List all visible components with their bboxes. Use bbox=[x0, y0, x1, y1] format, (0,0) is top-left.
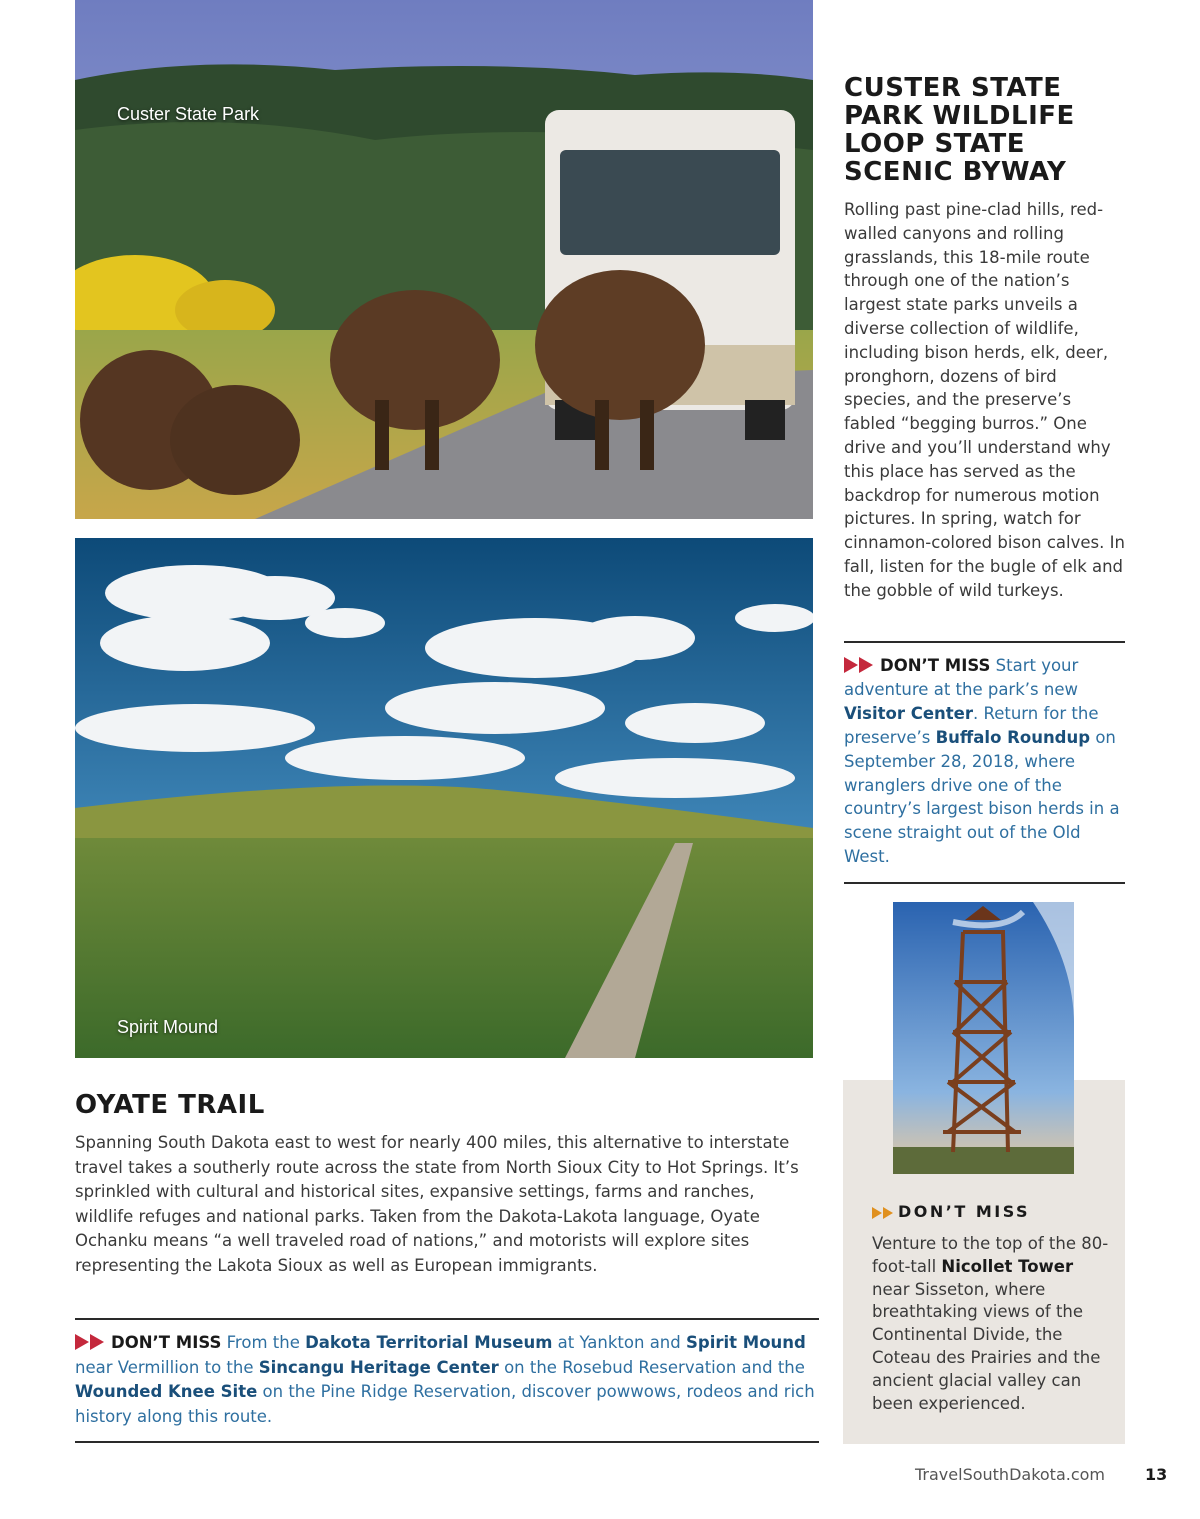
section-body: Spanning South Dakota east to west for nearly 400 miles, this alternative to interstate travel takes a southerly route across the state from North Sioux City to Hot Springs. It’s sprinkled with cultural and historical sites, expansive settings, farms and ranches, wildlife refuges and national parks. Taken from the Dakota-Lakota language, Oyate Ochanku means “a well traveled road of nations,” and motorists will explore sites representing the Lakota Sioux as well as European immigrants. bbox=[75, 1133, 799, 1275]
page-number: 13 bbox=[1145, 1465, 1168, 1484]
section-title: OYATE TRAIL bbox=[75, 1090, 265, 1120]
sidebar-text bbox=[872, 1233, 1114, 1415]
double-arrow-icon bbox=[872, 1207, 894, 1219]
callout-highlight: Spirit Mound bbox=[686, 1333, 806, 1352]
section-title: CUSTER STATE PARK WILDLIFE LOOP STATE SCENIC BYWAY bbox=[844, 73, 1075, 187]
callout-text: From the bbox=[226, 1333, 300, 1352]
callout-text: Start your adventure at the park’s new bbox=[844, 656, 1079, 699]
sidebar-dont-miss-header bbox=[872, 1202, 1030, 1221]
double-arrow-icon bbox=[844, 657, 876, 673]
divider bbox=[75, 1318, 819, 1320]
dont-miss-label: DON’T MISS bbox=[898, 1202, 1031, 1221]
callout-text: on the Pine Ridge Reservation, discover powwows, rodeos and rich history along this route. bbox=[75, 1382, 815, 1426]
dont-miss-callout bbox=[844, 654, 1126, 869]
dont-miss-label: DON’T MISS bbox=[880, 656, 991, 675]
photo-spirit-mound bbox=[75, 538, 813, 1058]
dont-miss-callout bbox=[75, 1331, 815, 1429]
callout-highlight: Buffalo Roundup bbox=[935, 727, 1091, 747]
callout-highlight: Sincangu Heritage Center bbox=[258, 1357, 499, 1377]
footer-url[interactable]: TravelSouthDakota.com bbox=[915, 1465, 1106, 1484]
section-body: Rolling past pine-clad hills, red-walled canyons and rolling grasslands, this 18-mile route through one of the nation’s largest state parks unveils a diverse collection of wildlife, including bison herds, elk, deer, pronghorn, dozens of bird species, and the preserve’s fabled “begging burros.” One drive and you’ll understand why this place has served as the backdrop for numerous motion pictures. In spring, watch for cinnamon-colored bison calves. In fall, listen for the bugle of elk and the gobble of wild turkeys. bbox=[844, 200, 1125, 600]
callout-highlight: Visitor Center bbox=[844, 703, 973, 723]
callout-highlight: Wounded Knee Site bbox=[75, 1382, 258, 1402]
callout-text: on the Rosebud Reservation and the bbox=[504, 1357, 805, 1377]
callout-text: at Yankton and bbox=[557, 1333, 681, 1352]
sidebar-highlight: Nicollet Tower bbox=[941, 1256, 1074, 1276]
photo-nicollet-tower bbox=[893, 902, 1074, 1174]
photo-caption: Spirit Mound bbox=[117, 1017, 219, 1037]
photo-caption: Custer State Park bbox=[117, 104, 260, 124]
sidebar-body: Venture to the top of the 80-foot-tall bbox=[872, 1234, 1109, 1276]
callout-text: near Vermillion to the bbox=[75, 1357, 254, 1377]
divider bbox=[75, 1441, 819, 1443]
double-arrow-icon bbox=[75, 1334, 107, 1350]
callout-text: on September 28, 2018, where wranglers drive one of the country’s largest bison herds in a scene straight out of the Old West. bbox=[844, 727, 1120, 867]
sidebar-body: near Sisseton, where breathtaking views of the Continental Divide, the Coteau des Prairies and the ancient glacial valley can been experienced. bbox=[872, 1279, 1101, 1413]
callout-highlight: Dakota Territorial Museum bbox=[305, 1333, 553, 1352]
photo-bison-rv bbox=[75, 0, 813, 519]
dont-miss-label: DON’T MISS bbox=[111, 1333, 222, 1352]
divider bbox=[844, 882, 1125, 884]
callout-text: . Return for the preserve’s bbox=[844, 703, 1099, 747]
divider bbox=[844, 641, 1125, 643]
